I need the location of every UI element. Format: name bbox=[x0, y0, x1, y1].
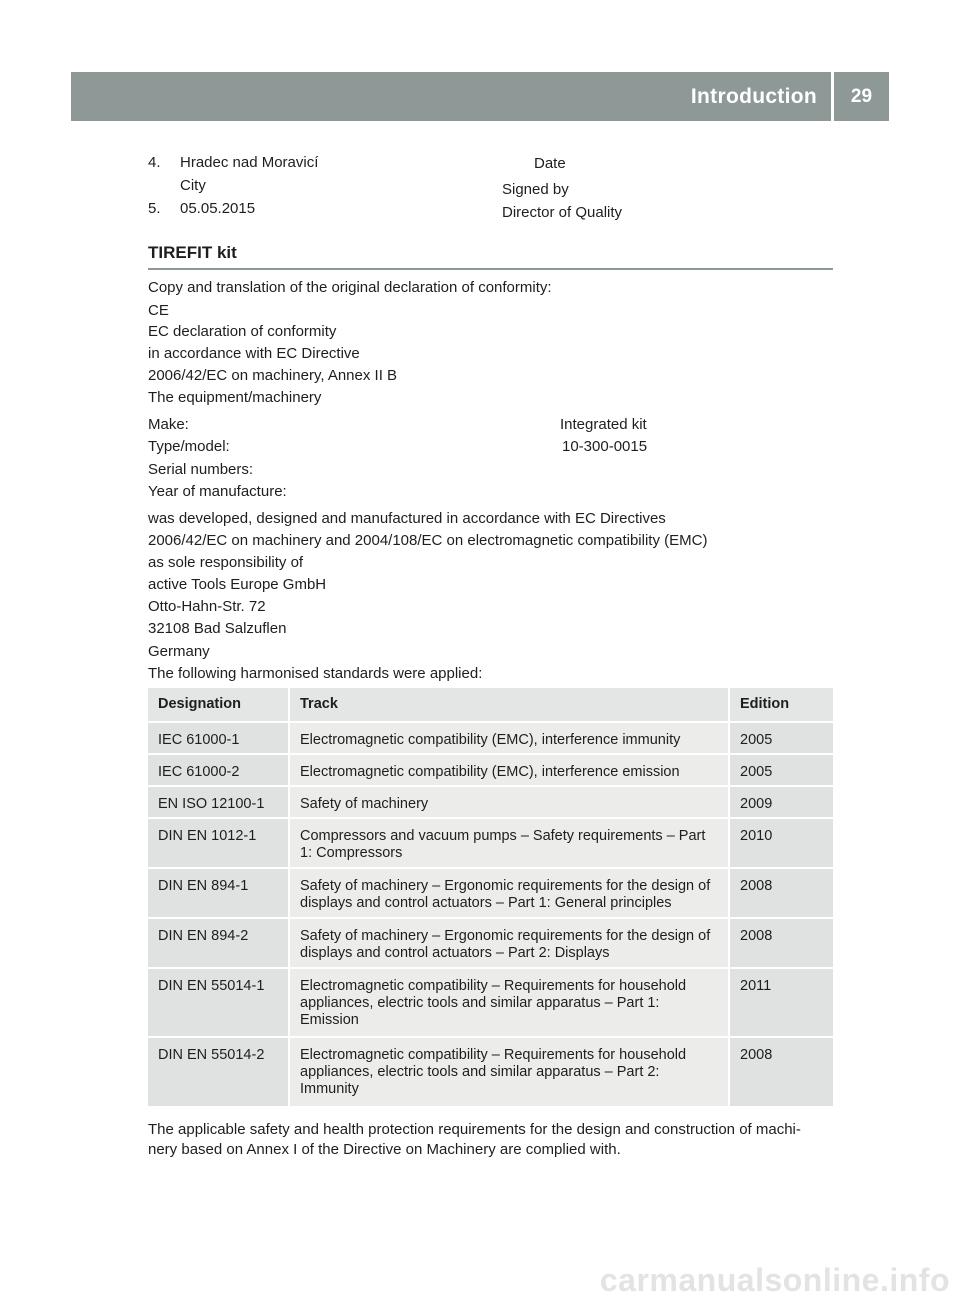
closing-line-2: nery based on Annex I of the Directive on Machinery are complied with. bbox=[148, 1141, 621, 1158]
header-designation: Designation bbox=[148, 688, 290, 721]
page-number: 29 bbox=[850, 85, 873, 107]
header-title: Introduction bbox=[690, 84, 817, 108]
cell-designation: DIN EN 55014-1 bbox=[148, 969, 290, 1036]
intro-line: in accordance with EC Directive bbox=[148, 345, 360, 362]
cell-edition: 2008 bbox=[730, 869, 833, 917]
table-row bbox=[148, 969, 833, 1038]
intro-line: The equipment/machinery bbox=[148, 389, 322, 406]
closing-line-1: The applicable safety and health protection requirements for the design and construction of machi- bbox=[148, 1121, 801, 1138]
cell-edition: 2011 bbox=[730, 969, 833, 1036]
cell-track: Electromagnetic compatibility – Requirements for household appliances, electric tools and similar apparatus – Part 2: Immunity bbox=[290, 1038, 730, 1106]
intro-line: 2006/42/EC on machinery, Annex II B bbox=[148, 367, 398, 384]
page-header bbox=[71, 72, 889, 121]
director-label: Director of Quality bbox=[502, 204, 623, 221]
cell-designation: DIN EN 1012-1 bbox=[148, 819, 290, 867]
table-row bbox=[148, 819, 833, 869]
item-5-text: 05.05.2015 bbox=[180, 200, 256, 217]
body-line: 2006/42/EC on machinery and 2004/108/EC on electromagnetic compatibility (EMC) bbox=[148, 532, 708, 549]
cell-edition: 2008 bbox=[730, 1038, 833, 1106]
make-label: Make: bbox=[148, 416, 189, 433]
cell-edition: 2010 bbox=[730, 819, 833, 867]
cell-designation: IEC 61000-2 bbox=[148, 755, 290, 785]
signed-by-label: Signed by bbox=[502, 181, 569, 198]
body-line: active Tools Europe GmbH bbox=[148, 576, 327, 593]
intro-line: CE bbox=[148, 302, 169, 319]
body-line: as sole responsibility of bbox=[148, 554, 304, 571]
cell-designation: IEC 61000-1 bbox=[148, 723, 290, 753]
cell-track: Safety of machinery bbox=[290, 787, 730, 817]
body-line: Otto-Hahn-Str. 72 bbox=[148, 598, 266, 615]
header-edition: Edition bbox=[730, 688, 833, 721]
table-header-row bbox=[148, 688, 833, 723]
header-track: Track bbox=[290, 688, 730, 721]
body-line: 32108 Bad Salzuflen bbox=[148, 620, 287, 637]
cell-track: Electromagnetic compatibility – Requirements for household appliances, electric tools and similar apparatus – Part 1: Emission bbox=[290, 969, 730, 1036]
table-row bbox=[148, 919, 833, 969]
body-line: was developed, designed and manufactured in accordance with EC Directives bbox=[148, 510, 666, 527]
city-label: City bbox=[180, 177, 206, 194]
type-value: 10-300-0015 bbox=[562, 438, 648, 455]
watermark: carmanualsonline.info bbox=[599, 1262, 950, 1298]
item-4-text: Hradec nad Moravicí bbox=[180, 154, 319, 171]
cell-designation: DIN EN 55014-2 bbox=[148, 1038, 290, 1106]
body-line: The following harmonised standards were applied: bbox=[148, 665, 483, 682]
cell-designation: DIN EN 894-1 bbox=[148, 869, 290, 917]
cell-designation: DIN EN 894-2 bbox=[148, 919, 290, 967]
section-title: TIREFIT kit bbox=[148, 243, 237, 262]
cell-edition: 2005 bbox=[730, 723, 833, 753]
make-value: Integrated kit bbox=[560, 416, 647, 433]
type-label: Type/model: bbox=[148, 438, 230, 455]
cell-track: Compressors and vacuum pumps – Safety requirements – Part 1: Compressors bbox=[290, 819, 730, 867]
table-row bbox=[148, 755, 833, 787]
cell-edition: 2008 bbox=[730, 919, 833, 967]
body-line: Germany bbox=[148, 643, 210, 660]
cell-edition: 2005 bbox=[730, 755, 833, 785]
closing-paragraph bbox=[148, 1120, 838, 1160]
cell-track: Electromagnetic compatibility (EMC), interference emission bbox=[290, 755, 730, 785]
cell-track: Electromagnetic compatibility (EMC), interference immunity bbox=[290, 723, 730, 753]
table-row bbox=[148, 1038, 833, 1106]
date-label: Date bbox=[534, 155, 566, 172]
cell-designation: EN ISO 12100-1 bbox=[148, 787, 290, 817]
table-row bbox=[148, 869, 833, 919]
cell-edition: 2009 bbox=[730, 787, 833, 817]
item-5-number: 5. bbox=[148, 200, 161, 217]
item-4-number: 4. bbox=[148, 154, 161, 171]
intro-line: Copy and translation of the original declaration of conformity: bbox=[148, 279, 552, 296]
standards-table bbox=[148, 688, 833, 1106]
serial-label: Serial numbers: bbox=[148, 461, 254, 478]
cell-track: Safety of machinery – Ergonomic requirements for the design of displays and control actuators – Part 2: Displays bbox=[290, 919, 730, 967]
year-label: Year of manufacture: bbox=[148, 483, 287, 500]
cell-track: Safety of machinery – Ergonomic requirements for the design of displays and control actuators – Part 1: General principles bbox=[290, 869, 730, 917]
section-divider bbox=[148, 268, 833, 270]
intro-line: EC declaration of conformity bbox=[148, 323, 337, 340]
table-row bbox=[148, 787, 833, 819]
table-row bbox=[148, 723, 833, 755]
